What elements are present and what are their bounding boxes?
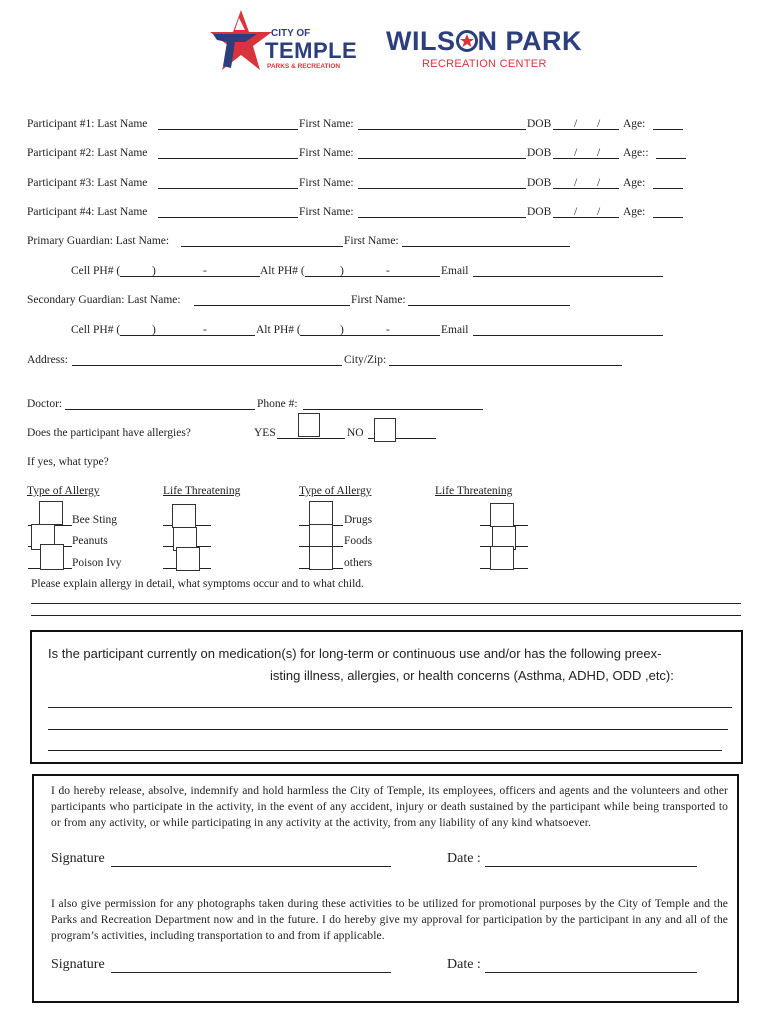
life-threatening-header: Life Threatening — [163, 485, 241, 497]
participant-last-label: Participant #4: Last Name — [27, 206, 148, 218]
participant-age-label: Age: — [623, 177, 646, 189]
drugs-life-threatening-checkbox[interactable] — [490, 503, 514, 527]
allergies-no-label: NO — [347, 427, 364, 439]
others-life-threatening-checkbox[interactable] — [490, 546, 514, 570]
secondary-email-field[interactable] — [473, 335, 663, 336]
paren-text: ) — [340, 324, 344, 336]
dob-slash: / — [574, 206, 578, 218]
allergy-foods: Foods — [344, 535, 373, 547]
date-field-2[interactable] — [485, 972, 697, 973]
primary-guardian-first-label: First Name: — [344, 235, 399, 247]
logo-temple-text: TEMPLE — [265, 38, 358, 63]
photo-permission-paragraph: I also give permission for any photographs taken during these activities to be utilized for promotional purposes by the City of Temple and the Parks and Recreation Department now and in the future. I do hereby give my approval for participation by the participant in any and all of the program’s activities, including transportation to and from if applicable. — [51, 898, 728, 942]
poison-ivy-checkbox[interactable] — [40, 544, 64, 570]
paren-text: ) — [152, 324, 156, 336]
primary-email-field[interactable] — [473, 276, 663, 277]
secondary-cell-field[interactable] — [120, 335, 255, 336]
participant-dob-field[interactable] — [553, 188, 619, 189]
dash-text: - — [386, 265, 390, 277]
allergy-drugs: Drugs — [344, 514, 373, 526]
city-zip-label: City/Zip: — [344, 354, 387, 366]
medication-answer-line-2[interactable] — [48, 729, 728, 730]
participant-first-field[interactable] — [358, 188, 526, 189]
dash-text: - — [386, 324, 390, 336]
signature-label: Signature — [51, 851, 105, 866]
secondary-guardian-first-label: First Name: — [351, 294, 406, 306]
date-label: Date : — [447, 851, 481, 866]
participant-first-label: First Name: — [299, 206, 354, 218]
participant-age-label: Age: — [623, 206, 646, 218]
address-label: Address: — [27, 354, 68, 366]
participant-age-field[interactable] — [653, 217, 683, 218]
secondary-alt-label: Alt PH# ( — [256, 324, 301, 336]
participant-last-field[interactable] — [158, 217, 298, 218]
secondary-guardian-last-field[interactable] — [194, 305, 350, 306]
explain-allergy-label: Please explain allergy in detail, what symptoms occur and to what child. — [31, 578, 364, 590]
medication-answer-line-3[interactable] — [48, 750, 722, 751]
yes-underline — [277, 438, 345, 439]
participant-first-field[interactable] — [358, 129, 526, 130]
participant-dob-label: DOB — [527, 206, 552, 218]
primary-alt-field[interactable] — [305, 276, 440, 277]
poison-ivy-life-threatening-checkbox[interactable] — [176, 547, 200, 571]
dob-slash: / — [597, 177, 601, 189]
city-of-temple-logo — [205, 8, 360, 74]
type-of-allergy-header: Type of Allergy — [299, 485, 372, 497]
dob-slash: / — [597, 118, 601, 130]
wilson-park-logo — [386, 26, 596, 72]
primary-cell-label: Cell PH# ( — [71, 265, 121, 277]
explain-allergy-line-2[interactable] — [31, 615, 741, 616]
secondary-cell-label: Cell PH# ( — [71, 324, 121, 336]
logo-parks-rec-text: PARKS & RECREATION — [267, 63, 341, 70]
participant-last-label: Participant #3: Last Name — [27, 177, 148, 189]
city-zip-field[interactable] — [389, 365, 622, 366]
primary-guardian-first-field[interactable] — [402, 246, 570, 247]
participant-first-label: First Name: — [299, 118, 354, 130]
allergy-poison-ivy: Poison Ivy — [72, 557, 122, 569]
allergies-yes-label: YES — [254, 427, 276, 439]
drugs-checkbox[interactable] — [309, 501, 333, 525]
logo-wilson-text-a: WILS — [386, 26, 456, 56]
allergies-yes-checkbox[interactable] — [298, 413, 320, 437]
signature-label: Signature — [51, 957, 105, 972]
signature-field-2[interactable] — [111, 972, 391, 973]
primary-alt-label: Alt PH# ( — [260, 265, 305, 277]
date-field[interactable] — [485, 866, 697, 867]
allergy-bee-sting: Bee Sting — [72, 514, 118, 526]
dob-slash: / — [597, 147, 601, 159]
type-of-allergy-header: Type of Allergy — [27, 485, 100, 497]
medication-question-line-1: Is the participant currently on medication(s) for long-term or continuous use and/or has the following preex- — [48, 646, 662, 661]
explain-allergy-line-1[interactable] — [31, 603, 741, 604]
allergies-question: Does the participant have allergies? — [27, 427, 191, 439]
signature-field[interactable] — [111, 866, 391, 867]
participant-first-label: First Name: — [299, 177, 354, 189]
medication-answer-line-1[interactable] — [48, 707, 732, 708]
secondary-guardian-first-field[interactable] — [408, 305, 570, 306]
participant-dob-field[interactable] — [553, 129, 619, 130]
doctor-label: Doctor: — [27, 398, 63, 410]
participant-first-label: First Name: — [299, 147, 354, 159]
life-threatening-header: Life Threatening — [435, 485, 513, 497]
primary-cell-field[interactable] — [120, 276, 260, 277]
participant-last-field[interactable] — [158, 188, 298, 189]
medication-question-line-2: isting illness, allergies, or health concerns (Asthma, ADHD, ODD ,etc): — [270, 668, 674, 683]
dob-slash: / — [597, 206, 601, 218]
logo-wilson-text-b: N PARK — [477, 26, 583, 56]
participant-first-field[interactable] — [358, 217, 526, 218]
secondary-email-label: Email — [441, 324, 469, 336]
address-field[interactable] — [72, 365, 342, 366]
participant-age-label: Age:: — [623, 147, 649, 159]
primary-guardian-last-field[interactable] — [181, 246, 343, 247]
date-label: Date : — [447, 957, 481, 972]
if-yes-label: If yes, what type? — [27, 456, 109, 468]
participant-age-label: Age: — [623, 118, 646, 130]
dash-text: - — [203, 265, 207, 277]
secondary-guardian-last-label: Secondary Guardian: Last Name: — [27, 294, 181, 306]
logo-recreation-center-text: RECREATION CENTER — [422, 58, 547, 70]
allergies-no-checkbox[interactable] — [374, 418, 396, 442]
dob-slash: / — [574, 177, 578, 189]
participant-dob-label: DOB — [527, 118, 552, 130]
participant-last-field[interactable] — [158, 129, 298, 130]
paren-text: ) — [152, 265, 156, 277]
participant-dob-label: DOB — [527, 177, 552, 189]
doctor-phone-field[interactable] — [303, 409, 483, 410]
participant-dob-field[interactable] — [553, 158, 619, 159]
participant-age-field[interactable] — [653, 188, 683, 189]
bee-sting-life-threatening-checkbox[interactable] — [172, 504, 196, 528]
participant-dob-label: DOB — [527, 147, 552, 159]
logo-city-of-text: CITY OF — [271, 28, 311, 39]
participant-dob-field[interactable] — [553, 217, 619, 218]
secondary-alt-field[interactable] — [300, 335, 440, 336]
release-paragraph: I do hereby release, absolve, indemnify and hold harmless the City of Temple, its employees, officers and agents and the volunteers and other participants who participate in the activity, in the event of any accident, injury or death sustained by the participant while being transported to or from any activity, or while participating in any activity at the activity, from any liability of any kind whatsoever. — [51, 785, 728, 829]
bee-sting-checkbox[interactable] — [39, 501, 63, 525]
paren-text: ) — [340, 265, 344, 277]
participant-last-label: Participant #2: Last Name — [27, 147, 148, 159]
participant-last-field[interactable] — [158, 158, 298, 159]
doctor-phone-label: Phone #: — [257, 398, 298, 410]
dob-slash: / — [574, 118, 578, 130]
star-o-icon — [456, 30, 478, 52]
primary-email-label: Email — [441, 265, 469, 277]
participant-age-field[interactable] — [656, 158, 686, 159]
dash-text: - — [203, 324, 207, 336]
others-checkbox[interactable] — [309, 546, 333, 570]
participant-last-label: Participant #1: Last Name — [27, 118, 148, 130]
allergy-peanuts: Peanuts — [72, 535, 108, 547]
dob-slash: / — [574, 147, 578, 159]
participant-age-field[interactable] — [653, 129, 683, 130]
allergy-others: others — [344, 557, 373, 569]
doctor-field[interactable] — [65, 409, 255, 410]
primary-guardian-last-label: Primary Guardian: Last Name: — [27, 235, 170, 247]
participant-first-field[interactable] — [358, 158, 526, 159]
